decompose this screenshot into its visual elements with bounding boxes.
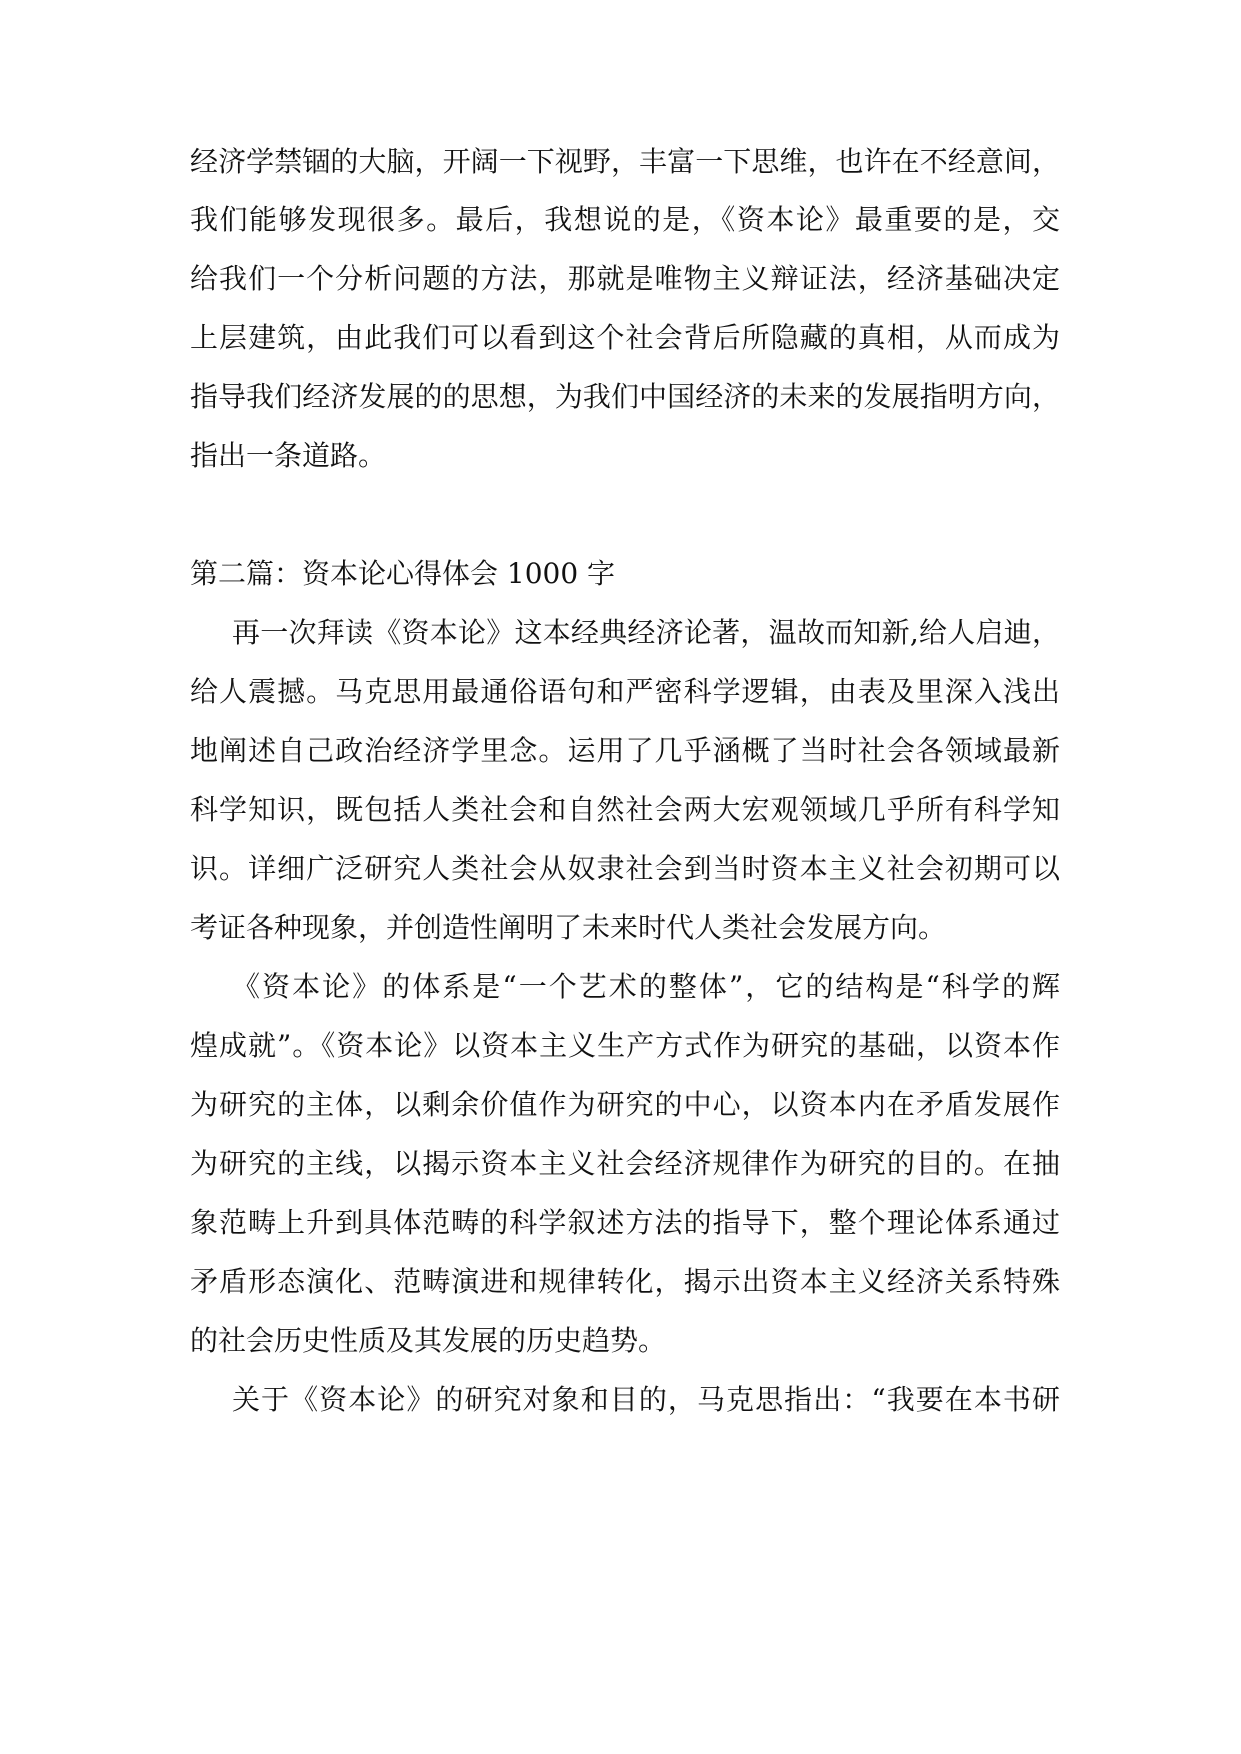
paragraph-line: 为研究的主线，以揭示资本主义社会经济规律作为研究的目的。在抽: [190, 1147, 1060, 1180]
paragraph-line: 考证各种现象，并创造性阐明了未来时代人类社会发展方向。: [190, 911, 947, 944]
paragraph-line: 为研究的主体，以剩余价值作为研究的中心，以资本内在矛盾发展作: [190, 1088, 1060, 1121]
paragraph-line: 经济学禁锢的大脑，开阔一下视野，丰富一下思维，也许在不经意间，: [190, 145, 1060, 178]
paragraph-line: 矛盾形态演化、范畴演进和规律转化，揭示出资本主义经济关系特殊: [190, 1265, 1060, 1298]
paragraph-line: 指导我们经济发展的的思想，为我们中国经济的未来的发展指明方向，: [190, 380, 1060, 413]
paragraph-line: 关于《资本论》的研究对象和目的，马克思指出：“我要在本书研: [232, 1383, 1060, 1416]
paragraph-line: 给人震撼。马克思用最通俗语句和严密科学逻辑，由表及里深入浅出: [190, 675, 1060, 708]
paragraph-line: 《资本论》的体系是“一个艺术的整体”，它的结构是“科学的辉: [232, 970, 1060, 1003]
paragraph-line: 给我们一个分析问题的方法，那就是唯物主义辩证法，经济基础决定: [190, 262, 1060, 295]
paragraph-line: 我们能够发现很多。最后，我想说的是，《资本论》最重要的是，交: [190, 203, 1060, 236]
paragraph-line: 上层建筑，由此我们可以看到这个社会背后所隐藏的真相，从而成为: [190, 321, 1060, 354]
paragraph-line: 煌成就”。《资本论》以资本主义生产方式作为研究的基础，以资本作: [190, 1029, 1060, 1062]
paragraph-line: 指出一条道路。: [190, 439, 387, 472]
paragraph-line: 再一次拜读《资本论》这本经典经济论著，温故而知新,给人启迪，: [232, 616, 1060, 649]
paragraph-line: 的社会历史性质及其发展的历史趋势。: [190, 1324, 667, 1357]
section-heading: 第二篇：资本论心得体会 1000 字: [190, 557, 616, 590]
paragraph-line: 象范畴上升到具体范畴的科学叙述方法的指导下，整个理论体系通过: [190, 1206, 1060, 1239]
paragraph-line: 科学知识，既包括人类社会和自然社会两大宏观领域几乎所有科学知: [190, 793, 1060, 826]
paragraph-line: 地阐述自己政治经济学里念。运用了几乎涵概了当时社会各领域最新: [190, 734, 1060, 767]
paragraph-line: 识。详细广泛研究人类社会从奴隶社会到当时资本主义社会初期可以: [190, 852, 1060, 885]
